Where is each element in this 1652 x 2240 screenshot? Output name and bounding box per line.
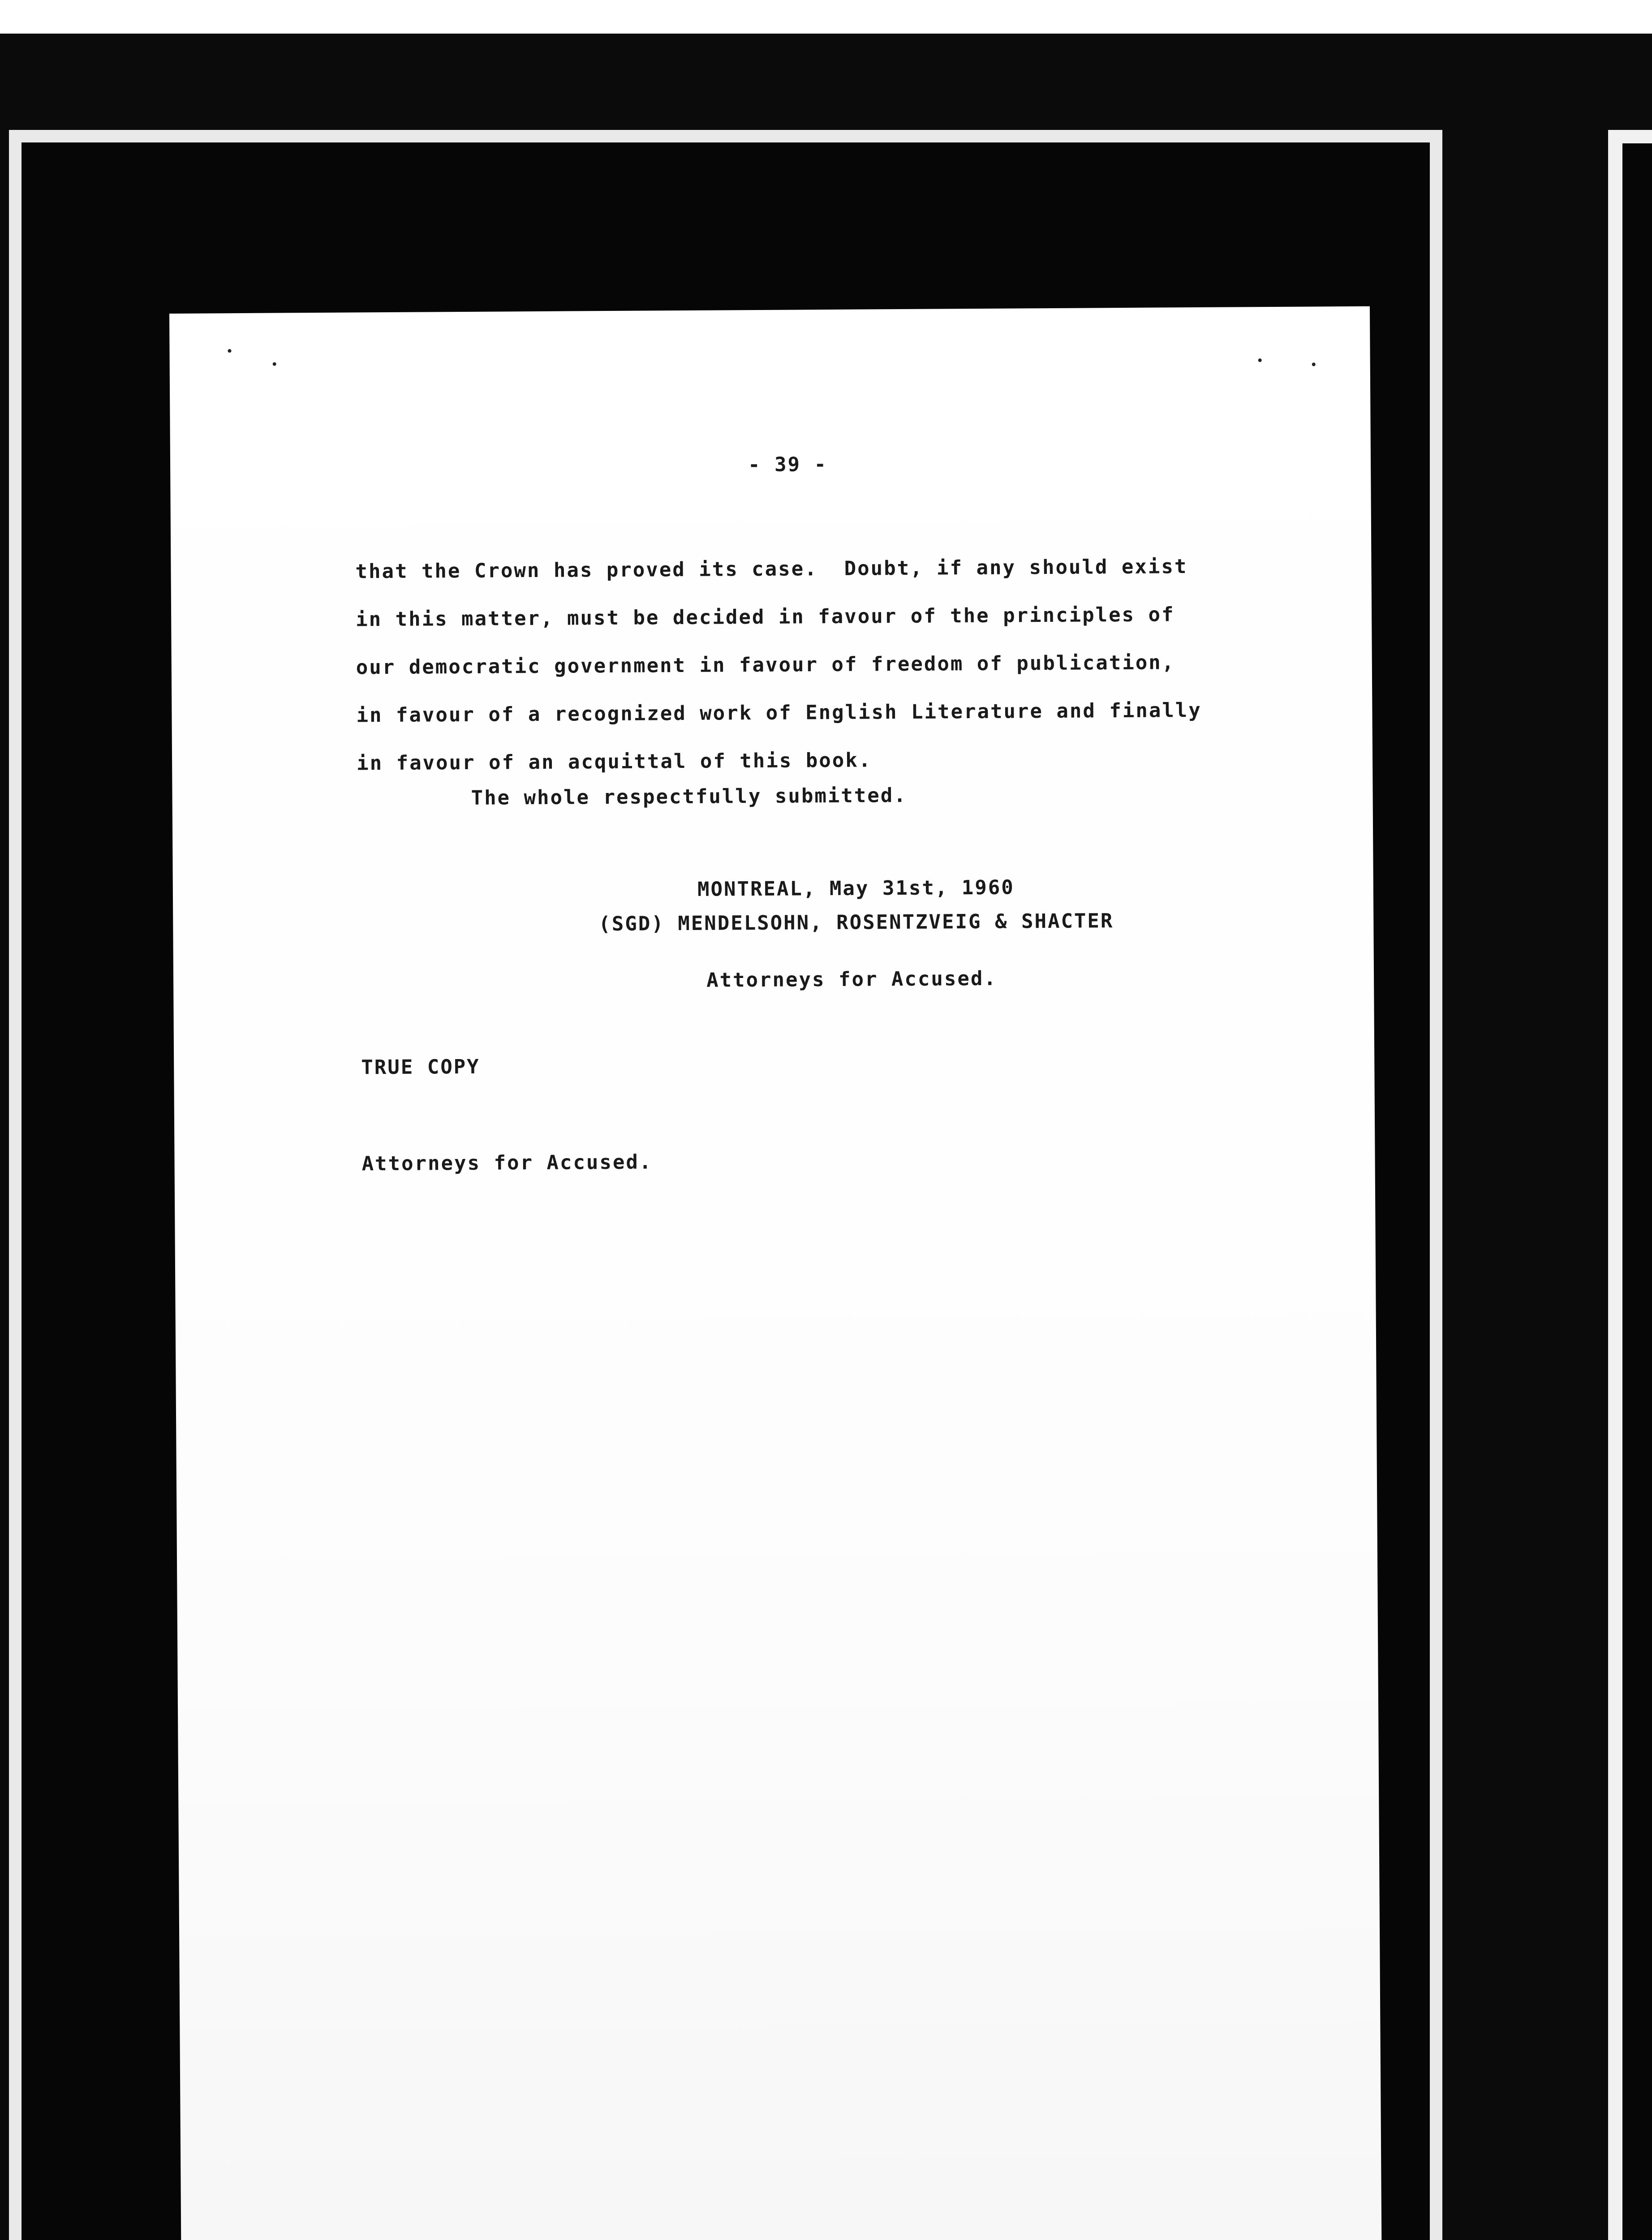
body-paragraph xyxy=(355,543,1202,788)
adjacent-frame-edge xyxy=(1608,130,1652,2240)
document-sheet xyxy=(169,306,1382,2240)
attorneys-line-copy: Attorneys for Accused. xyxy=(361,1150,653,1176)
place-date: MONTREAL, May 31st, 1960 xyxy=(697,876,1015,901)
page-number: - 39 - xyxy=(748,453,828,477)
signatories: (SGD) MENDELSOHN, ROSENTZVEIG & SHACTER xyxy=(598,909,1114,936)
paragraph-line: in favour of an acquittal of this book. xyxy=(356,749,872,775)
signature-block xyxy=(598,870,1114,941)
paragraph-line: in favour of a recognized work of English Literature and finally xyxy=(356,698,1202,727)
dust-speck xyxy=(228,349,231,353)
dust-speck xyxy=(1258,358,1262,362)
paragraph-line: that the Crown has proved its case. Doubt, if any should exist xyxy=(355,555,1188,583)
paragraph-line: in this matter, must be decided in favour of the principles of xyxy=(356,603,1175,631)
submission-line: The whole respectfully submitted. xyxy=(471,784,907,810)
attorneys-line: Attorneys for Accused. xyxy=(706,967,998,992)
dust-speck xyxy=(273,362,276,366)
true-copy-heading: TRUE COPY xyxy=(361,1055,480,1079)
paragraph-line: our democratic government in favour of freedom of publication, xyxy=(356,651,1175,679)
dust-speck xyxy=(1312,362,1316,366)
